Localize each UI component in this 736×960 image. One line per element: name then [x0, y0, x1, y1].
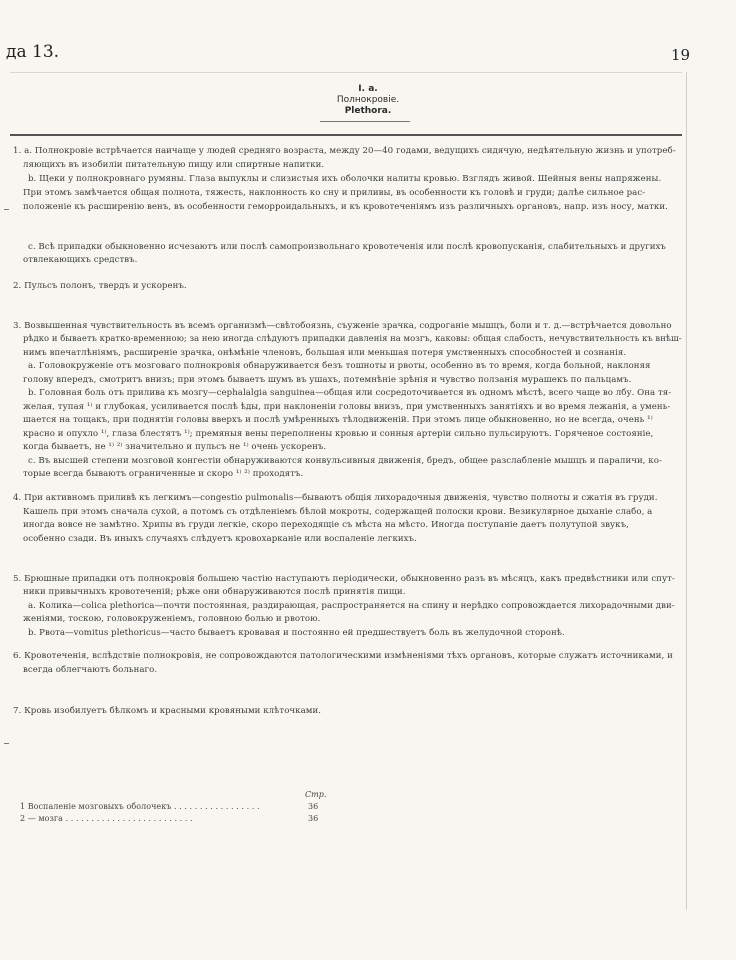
text-line: 3. Возвышенная чувствительность въ всемъ организмѣ—свѣтобоязнь, съуженіе зрачка, содроганіе мышцъ, боли и т. д.—встрѣчается довольно: [13, 321, 672, 331]
text-line: b. Щеки у полнокровнаго румяны. Глаза выпуклы и слизистыя ихъ оболочки налиты кровью. Взглядъ живой. Шейныя вены напряжены.: [28, 174, 662, 184]
text-line: нимъ впечатлѣніямъ, расширеніе зрачка, онѣмѣніе членовъ, большая или меньшая потеря умственныхъ способностей и сознанія.: [23, 348, 627, 358]
text-line: ники привычныхъ кровотеченій; рѣже они обнаруживаются послѣ принятія пищи.: [23, 587, 406, 597]
text-line: красно и опухло ¹⁾, глаза блестятъ ¹⁾; премяныя вены переполнены кровью и сонныя артеріи сильно пульсируютъ. Горяченое состояніе,: [23, 429, 654, 439]
text-line: а. Головокруженіе отъ мозговаго полнокровія обнаруживается безъ тошноты и рвоты, особенно въ то время, когда больной, наклоняя: [28, 361, 651, 371]
text-line: шается на тощакъ, при поднятіи головы вверхъ и послѣ умѣренныхъ тѣлодвиженій. При этомъ лице обыкновенно, но не всегда, очень ¹⁾: [23, 415, 653, 425]
frame-top-rule: [10, 72, 682, 73]
margin-tick: [4, 209, 9, 210]
footnote-page: 36: [308, 814, 319, 823]
text-line: 1. а. Полнокровіе встрѣчается наичаще у людей средняго возраста, между 20—40 годами, ведущихъ сидячую, недѣятельную жизнь и употреб-: [13, 146, 676, 156]
text-line: 4. При активномъ приливѣ къ легкимъ—congestio pulmonalis—бываютъ общія лихорадочныя движенія, чувство полноты и сжатія въ груди.: [13, 493, 658, 503]
footnote-page: 36: [308, 802, 319, 811]
title-underline: [320, 121, 410, 122]
text-line: с. Всѣ припадки обыкновенно исчезаютъ или послѣ самопроизвольнаго кровотеченія или послѣ кровопусканія, слабительныхъ и другихъ: [28, 242, 666, 252]
text-line: торые всегда бываютъ ограниченные и скоро ¹⁾ ²⁾ проходятъ.: [23, 469, 304, 479]
text-line: 6. Кровотеченія, вслѣдствіе полнокровія, не сопровождаются патологическими измѣненіями тѣхъ органовъ, которые служатъ источниками, и: [13, 651, 673, 661]
text-line: b. Головная боль отъ прилива къ мозгу—cephalalgia sanguinea—общая или сосредоточивается въ одномъ мѣстѣ, всего чаще во лбу. Она тя-: [28, 388, 672, 398]
footnote-page-header: Стр.: [305, 790, 327, 799]
text-line: положеніе къ расширенію венъ, въ особенности геморроидальныхъ, и къ кровотеченіямъ изъ различныхъ органовъ, напр. изъ носу, матки.: [23, 202, 668, 212]
margin-tick: [4, 743, 9, 744]
section-title-lat: Plethora.: [344, 106, 392, 116]
text-line: желая, тупая ¹⁾ и глубокая, усиливается послѣ ѣды, при наклоненіи головы внизъ, при умственныхъ занятіяхъ и во время лежанія, а умень-: [23, 402, 671, 412]
section-number: I. a.: [358, 84, 378, 94]
page-number: 19: [671, 46, 691, 64]
text-line: отвлекающихъ средствъ.: [23, 255, 138, 265]
running-header: да 13.: [6, 42, 60, 62]
text-line: когда бываетъ, не ¹⁾ ²⁾ значительно и пульсъ не ¹⁾ очень ускоренъ.: [23, 442, 327, 452]
text-line: b. Рвота—vomitus plethoricus—часто бываетъ кровавая и постоянно ей предшествуетъ боль въ желудочной сторонѣ.: [28, 628, 565, 638]
text-line: Кашель при этомъ сначала сухой, а потомъ съ отдѣленіемъ бѣлой мокроты, содержащей полоски крови. Везикулярное дыханіе слабо, а: [23, 507, 653, 517]
text-line: с. Въ высшей степени мозговой конгестіи обнаруживаются конвульсивныя движенія, бредъ, общее разслабленіе мышцъ и параличи, ко-: [28, 456, 662, 466]
text-line: а. Колика—colica plethorica—почти постоянная, раздирающая, распространяется на спину и нерѣдко сопровождается лихорадочными дви-: [28, 601, 675, 611]
text-line: При этомъ замѣчается общая полнота, тяжесть, наклонность ко сну и приливы, въ особенности къ головѣ и груди; далѣе сильное рас-: [23, 188, 646, 198]
text-line: рѣдко и бываетъ кратко-временною; за нею иногда слѣдуютъ припадки давленія на мозгъ, каковы: общая слабость, нечувствительность къ внѣш-: [23, 334, 682, 344]
text-line: 5. Брюшные припадки отъ полнокровія большею частію наступаютъ періодически, обыкновенно разъ въ мѣсяцъ, какъ предвѣстники или спут-: [13, 574, 675, 584]
text-line: всегда облегчаютъ больнаго.: [23, 665, 158, 675]
footnote-label: 1 Воспаленіе мозговыхъ оболочекъ . . . . . . . . . . . . . . . . .: [20, 802, 260, 811]
text-line: особенно сзади. Въ иныхъ случаяхъ слѣдуетъ кровохарканіе или воспаленіе легкихъ.: [23, 534, 417, 544]
text-line: 7. Кровь изобилуетъ бѣлкомъ и красными кровяными клѣточками.: [13, 706, 322, 716]
text-line: женіями, тоскою, головокруженіемъ, головною болью и рвотою.: [23, 614, 321, 624]
footnote-label: 2 — мозга . . . . . . . . . . . . . . . . . . . . . . . . .: [20, 814, 193, 823]
section-title: [0, 84, 736, 117]
text-line: 2. Пульсъ полонъ, твердъ и ускоренъ.: [13, 281, 187, 291]
text-line: иногда вовсе не замѣтно. Хрипы въ груди легкіе, скоро переходящіе съ мѣста на мѣсто. Иногда поступаніе даетъ полутупой звукъ,: [23, 520, 629, 530]
section-title-ru: Полнокровіе.: [336, 95, 400, 105]
text-line: ляющихъ въ изобиліи питательную пищу или спиртные напитки.: [23, 160, 325, 170]
text-line: голову впередъ, смотритъ внизъ; при этомъ бываетъ шумъ въ ушахъ, потемнѣніе зрѣнія и чувство ползанія мурашекъ по пальцамъ.: [23, 375, 632, 385]
header-rule: [10, 134, 682, 136]
